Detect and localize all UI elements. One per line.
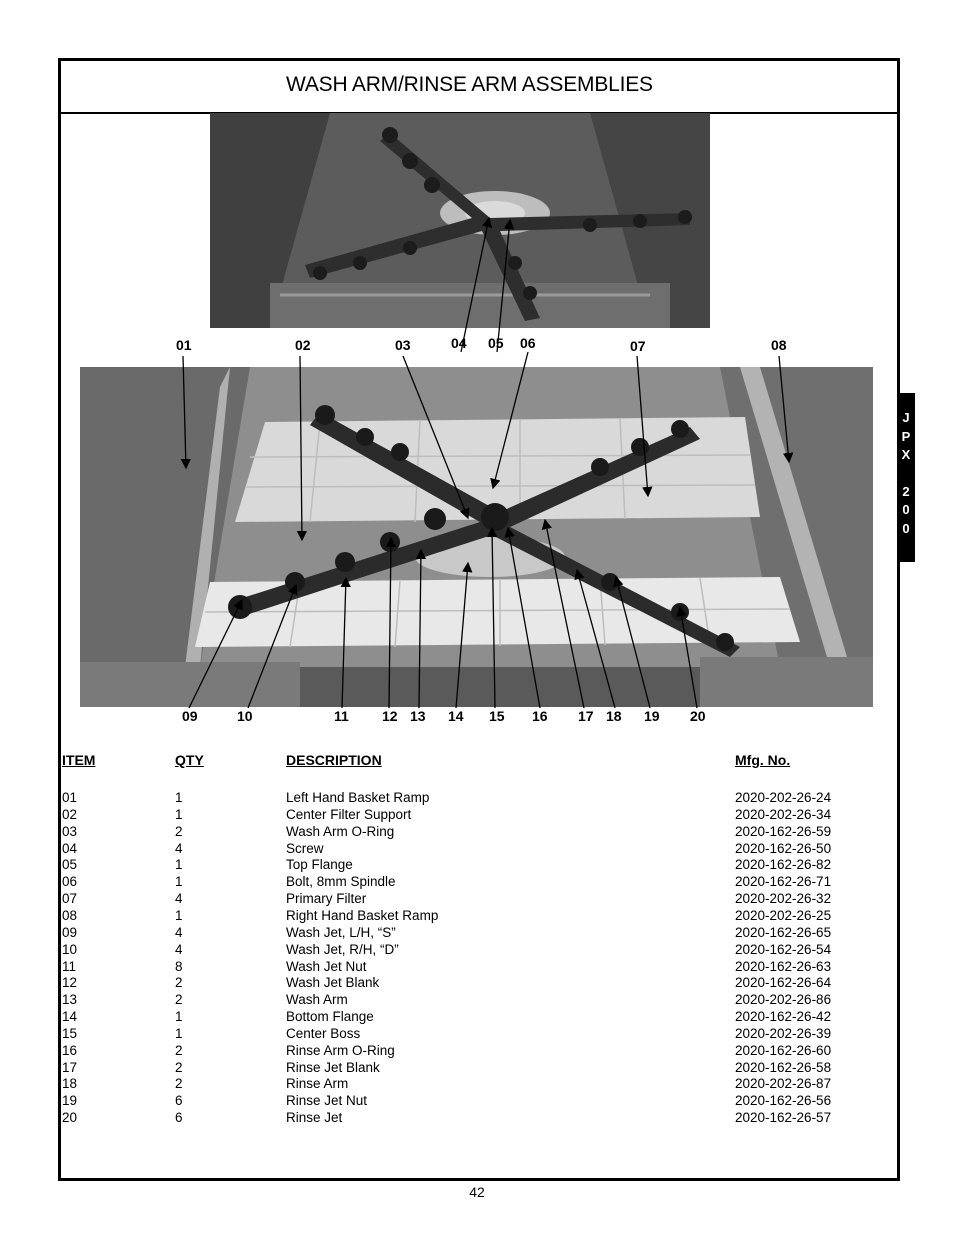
row-mfg: 2020-162-26-50 [735,840,832,856]
row-item: 07 [62,891,78,907]
callout-14: 14 [448,708,464,724]
row-item: 02 [62,806,78,822]
table-row [0,1009,954,1026]
callout-20: 20 [690,708,706,724]
row-qty: 1 [175,857,183,873]
row-description: Primary Filter [286,891,367,907]
row-mfg: 2020-162-26-42 [735,1009,832,1025]
row-mfg: 2020-162-26-63 [735,958,832,974]
row-qty: 8 [175,958,183,974]
callout-02: 02 [295,337,311,353]
table-row [0,1076,954,1093]
row-item: 17 [62,1059,78,1075]
table-row [0,908,954,925]
row-qty: 2 [175,823,183,839]
row-qty: 1 [175,1009,183,1025]
table-row [0,1043,954,1060]
row-qty: 4 [175,840,183,856]
side-tab-letter: X [901,447,911,462]
callout-12: 12 [382,708,398,724]
table-row [0,1110,954,1127]
row-mfg: 2020-162-26-58 [735,1059,832,1075]
row-item: 05 [62,857,78,873]
row-description: Right Hand Basket Ramp [286,907,439,923]
row-mfg: 2020-162-26-82 [735,857,832,873]
row-description: Rinse Jet Blank [286,1059,380,1075]
callout-03: 03 [395,337,411,353]
table-row [0,942,954,959]
row-description: Wash Jet, L/H, “S” [286,924,396,940]
row-qty: 2 [175,975,183,991]
header-qty: QTY [175,752,204,768]
table-row [0,992,954,1009]
row-qty: 4 [175,941,183,957]
row-item: 09 [62,924,78,940]
side-tab-letter: P [901,428,911,444]
row-description: Bottom Flange [286,1009,374,1025]
row-description: Top Flange [286,857,353,873]
table-row [0,841,954,858]
callout-18: 18 [606,708,622,724]
table-row [0,824,954,841]
row-item: 16 [62,1042,78,1058]
row-item: 14 [62,1009,78,1025]
table-row [0,925,954,942]
row-qty: 4 [175,924,183,940]
row-mfg: 2020-162-26-71 [735,874,832,890]
row-description: Wash Jet, R/H, “D” [286,941,399,957]
bottom-photo-illustration [80,367,873,707]
row-description: Rinse Jet [286,1110,343,1126]
row-qty: 2 [175,992,183,1008]
row-description: Left Hand Basket Ramp [286,790,430,805]
row-qty: 6 [175,1110,183,1126]
row-mfg: 2020-162-26-64 [735,975,832,991]
row-description: Wash Jet Nut [286,958,367,974]
row-item: 01 [62,790,78,805]
row-mfg: 2020-202-26-32 [735,891,832,907]
top-photo [210,113,710,328]
side-tab-letter: J [902,410,910,425]
table-row [0,959,954,976]
table-row [0,807,954,824]
callout-04: 04 [451,335,467,351]
table-row [0,1093,954,1110]
callout-13: 13 [410,708,426,724]
row-qty: 4 [175,891,183,907]
callout-11: 11 [334,708,349,724]
callout-08: 08 [771,337,787,353]
callout-09: 09 [182,708,198,724]
callout-17: 17 [578,708,594,724]
row-description: Wash Arm O-Ring [286,823,395,839]
row-description: Rinse Arm [286,1076,349,1092]
title-bar [61,61,897,114]
row-qty: 1 [175,790,183,805]
row-qty: 1 [175,874,183,890]
callout-06: 06 [520,335,536,351]
row-description: Wash Jet Blank [286,975,380,991]
row-qty: 6 [175,1093,183,1109]
callout-19: 19 [644,708,660,724]
row-mfg: 2020-202-26-87 [735,1076,832,1092]
row-mfg: 2020-202-26-34 [735,806,832,822]
callout-10: 10 [237,708,253,724]
row-description: Rinse Jet Nut [286,1093,368,1109]
row-description: Center Boss [286,1025,361,1041]
row-item: 12 [62,975,78,991]
table-row [0,1026,954,1043]
header-item: ITEM [62,752,96,768]
callout-01: 01 [176,337,192,353]
row-mfg: 2020-202-26-24 [735,790,832,805]
row-qty: 1 [175,1025,183,1041]
row-mfg: 2020-162-26-65 [735,924,832,940]
row-mfg: 2020-202-26-25 [735,907,832,923]
table-row [0,790,954,807]
table-row [0,975,954,992]
row-qty: 2 [175,1059,183,1075]
row-mfg: 2020-162-26-59 [735,823,832,839]
side-tab-letter: 0 [902,502,910,517]
side-tab-gap [897,465,915,483]
row-description: Bolt, 8mm Spindle [286,874,396,890]
row-description: Screw [286,840,324,856]
row-item: 11 [62,958,77,974]
bottom-photo [80,367,873,707]
row-item: 10 [62,941,78,957]
row-mfg: 2020-162-26-60 [735,1042,832,1058]
callout-16: 16 [532,708,548,724]
header-description: DESCRIPTION [286,752,382,768]
table-row [0,1060,954,1077]
header-mfg: Mfg. No. [735,752,791,768]
row-qty: 2 [175,1042,183,1058]
row-item: 04 [62,840,78,856]
row-item: 19 [62,1093,78,1109]
row-item: 18 [62,1076,78,1092]
row-mfg: 2020-162-26-56 [735,1093,832,1109]
row-item: 06 [62,874,78,890]
row-mfg: 2020-162-26-57 [735,1110,832,1126]
side-tab-letter: 2 [902,483,910,499]
row-qty: 2 [175,1076,183,1092]
row-description: Wash Arm [286,992,348,1008]
callout-07: 07 [630,338,646,354]
row-description: Center Filter Support [286,806,412,822]
row-qty: 1 [175,907,183,923]
row-mfg: 2020-202-26-39 [735,1025,832,1041]
row-item: 13 [62,992,78,1008]
side-tab [897,393,915,562]
callout-05: 05 [488,335,504,351]
row-item: 15 [62,1025,78,1041]
row-item: 20 [62,1110,78,1126]
row-description: Rinse Arm O-Ring [286,1042,395,1058]
side-tab-letter: 0 [902,520,910,536]
row-mfg: 2020-202-26-86 [735,992,832,1008]
page-title: WASH ARM/RINSE ARM ASSEMBLIES [286,73,653,96]
row-item: 08 [62,907,78,923]
callout-15: 15 [489,708,505,724]
top-photo-illustration [210,113,710,328]
row-item: 03 [62,823,78,839]
table-row [0,874,954,891]
page-number: 42 [469,1184,485,1200]
table-row [0,857,954,874]
row-qty: 1 [175,806,183,822]
table-row [0,891,954,908]
row-mfg: 2020-162-26-54 [735,941,832,957]
